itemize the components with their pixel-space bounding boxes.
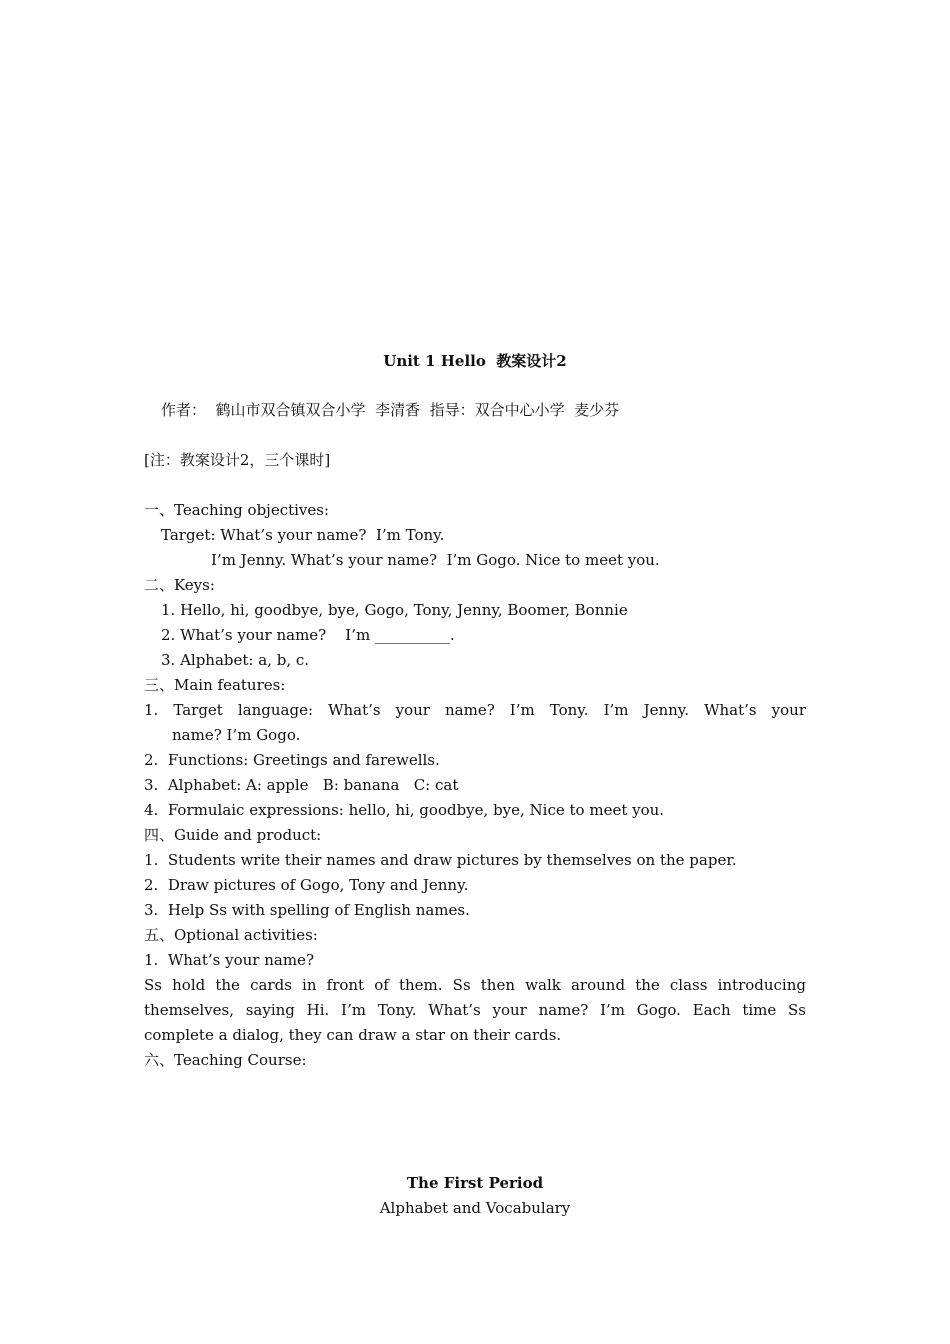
section-heading-guide-product: 四、Guide and product: <box>144 826 322 844</box>
period-title: The First Period <box>406 1174 544 1192</box>
optional-activities-paragraph-line: Ss hold the cards in front of them. Ss then walk around the class introducing <box>144 976 806 994</box>
guide-product-item: 2. Draw pictures of Gogo, Tony and Jenny. <box>144 876 469 894</box>
section-heading-teaching-course: 六、Teaching Course: <box>144 1051 307 1069</box>
main-features-item: 2. Functions: Greetings and farewells. <box>144 751 440 769</box>
period-subtitle: Alphabet and Vocabulary <box>379 1199 571 1217</box>
keys-item: 1. Hello, hi, goodbye, bye, Gogo, Tony, Jenny, Boomer, Bonnie <box>161 601 628 619</box>
main-features-item-continued: name? I’m Gogo. <box>172 726 301 744</box>
section-heading-keys: 二、Keys: <box>144 576 215 594</box>
objectives-target-continued: I’m Jenny. What’s your name? I’m Gogo. Nice to meet you. <box>211 551 660 569</box>
optional-activities-paragraph-line: complete a dialog, they can draw a star on their cards. <box>144 1026 562 1044</box>
section-heading-main-features: 三、Main features: <box>144 676 286 694</box>
main-features-item: 3. Alphabet: A: apple B: banana C: cat <box>144 776 459 794</box>
keys-item: 2. What’s your name? I’m __________. <box>161 626 455 644</box>
author-line: 作者： 鹤山市双合镇双合小学 李清香 指导：双合中心小学 麦少芬 <box>161 401 620 419</box>
document-title: Unit 1 Hello 教案设计2 <box>383 352 567 370</box>
main-features-item: 1. Target language: What’s your name? I’m Tony. I’m Jenny. What’s your <box>144 701 806 719</box>
optional-activities-paragraph-line: themselves, saying Hi. I’m Tony. What’s your name? I’m Gogo. Each time Ss <box>144 1001 806 1019</box>
guide-product-item: 1. Students write their names and draw pictures by themselves on the paper. <box>144 851 737 869</box>
keys-item: 3. Alphabet: a, b, c. <box>161 651 310 669</box>
main-features-item: 4. Formulaic expressions: hello, hi, goodbye, bye, Nice to meet you. <box>144 801 665 819</box>
section-heading-objectives: 一、Teaching objectives: <box>144 501 330 519</box>
objectives-target: Target: What’s your name? I’m Tony. <box>161 526 445 544</box>
note-line: [注：教案设计2，三个课时] <box>144 451 331 469</box>
optional-activities-item: 1. What’s your name? <box>144 951 314 969</box>
section-heading-optional-activities: 五、Optional activities: <box>144 926 318 944</box>
guide-product-item: 3. Help Ss with spelling of English names. <box>144 901 470 919</box>
